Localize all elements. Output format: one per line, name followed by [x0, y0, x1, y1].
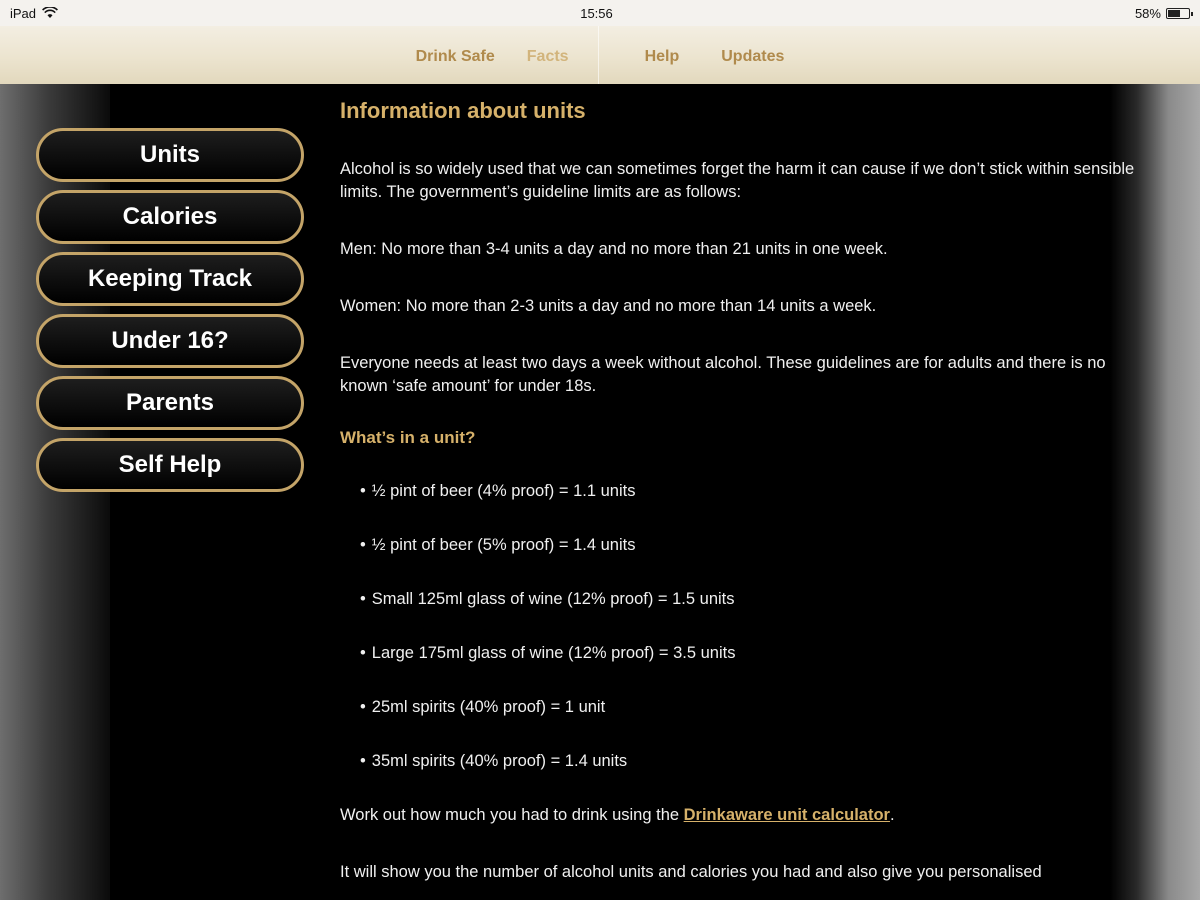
status-left [10, 6, 58, 21]
list-item [360, 588, 1140, 611]
men-guideline: Men: No more than 3-4 units a day and no more than 21 units in one week. [340, 240, 888, 258]
bullet-icon: • [360, 698, 366, 716]
status-bar [0, 0, 1200, 26]
battery-percent: 58% [1134, 5, 1161, 21]
list-item-text: ½ pint of beer (4% proof) = 1.1 units [371, 482, 636, 500]
wifi-icon [42, 7, 58, 19]
sidebar-button-self-help[interactable]: Self Help [36, 438, 304, 492]
bullet-icon: • [360, 590, 366, 608]
everyone-guideline: Everyone needs at least two days a week without alcohol. These guidelines are for adults and there is no known ‘safe amount’ for under 18s. [340, 354, 1106, 395]
calculator-paragraph [340, 804, 1140, 827]
calculator-prefix: Work out how much you had to drink using the [340, 806, 684, 824]
battery-fill [1168, 10, 1180, 17]
battery-icon [1166, 8, 1190, 19]
list-item [360, 642, 1140, 665]
sidebar-button-units[interactable]: Units [36, 128, 304, 182]
list-item [360, 696, 1140, 719]
calculator-suffix: . [889, 806, 895, 824]
device-label: iPad [10, 5, 37, 21]
list-item-text: ½ pint of beer (5% proof) = 1.4 units [371, 536, 636, 554]
units-list [360, 480, 1140, 773]
list-item-text: 25ml spirits (40% proof) = 1 unit [371, 698, 606, 716]
list-item [360, 750, 1140, 773]
list-item-text: 35ml spirits (40% proof) = 1.4 units [371, 752, 628, 770]
section-heading: What’s in a unit? [340, 428, 476, 447]
sidebar [36, 128, 306, 500]
list-item [360, 480, 1140, 503]
nav-item-facts[interactable]: Facts [526, 48, 569, 65]
sidebar-button-parents[interactable]: Parents [36, 376, 304, 430]
page-title: Information about units [340, 98, 586, 123]
intro-paragraph: Alcohol is so widely used that we can sometimes forget the harm it can cause if we don’t stick within sensible limits. The government’s guideline limits are as follows: [340, 160, 1135, 201]
sidebar-button-calories[interactable]: Calories [36, 190, 304, 244]
sidebar-button-under-16[interactable]: Under 16? [36, 314, 304, 368]
status-time: 15:56 [580, 5, 613, 21]
bullet-icon: • [360, 752, 366, 770]
bullet-icon: • [360, 536, 366, 554]
nav-items [400, 46, 801, 64]
bullet-icon: • [360, 644, 366, 662]
list-item-text: Small 125ml glass of wine (12% proof) = 1.5 units [371, 590, 735, 608]
list-item [360, 534, 1140, 557]
nav-divider [598, 26, 599, 84]
nav-item-help[interactable]: Help [644, 48, 680, 65]
status-right [1135, 6, 1190, 21]
content-panel [340, 98, 1140, 900]
main-area [0, 84, 1200, 900]
nav-item-drink-safe[interactable]: Drink Safe [415, 48, 495, 65]
top-navigation [0, 26, 1200, 84]
nav-item-updates[interactable]: Updates [721, 48, 785, 65]
sidebar-button-keeping-track[interactable]: Keeping Track [36, 252, 304, 306]
women-guideline: Women: No more than 2-3 units a day and no more than 14 units a week. [340, 297, 877, 315]
unit-calculator-link[interactable]: Drinkaware unit calculator [683, 806, 890, 824]
list-item-text: Large 175ml glass of wine (12% proof) = 3.5 units [371, 644, 736, 662]
calculator-note: It will show you the number of alcohol units and calories you had and also give you personalised [340, 863, 1042, 881]
bullet-icon: • [360, 482, 366, 500]
